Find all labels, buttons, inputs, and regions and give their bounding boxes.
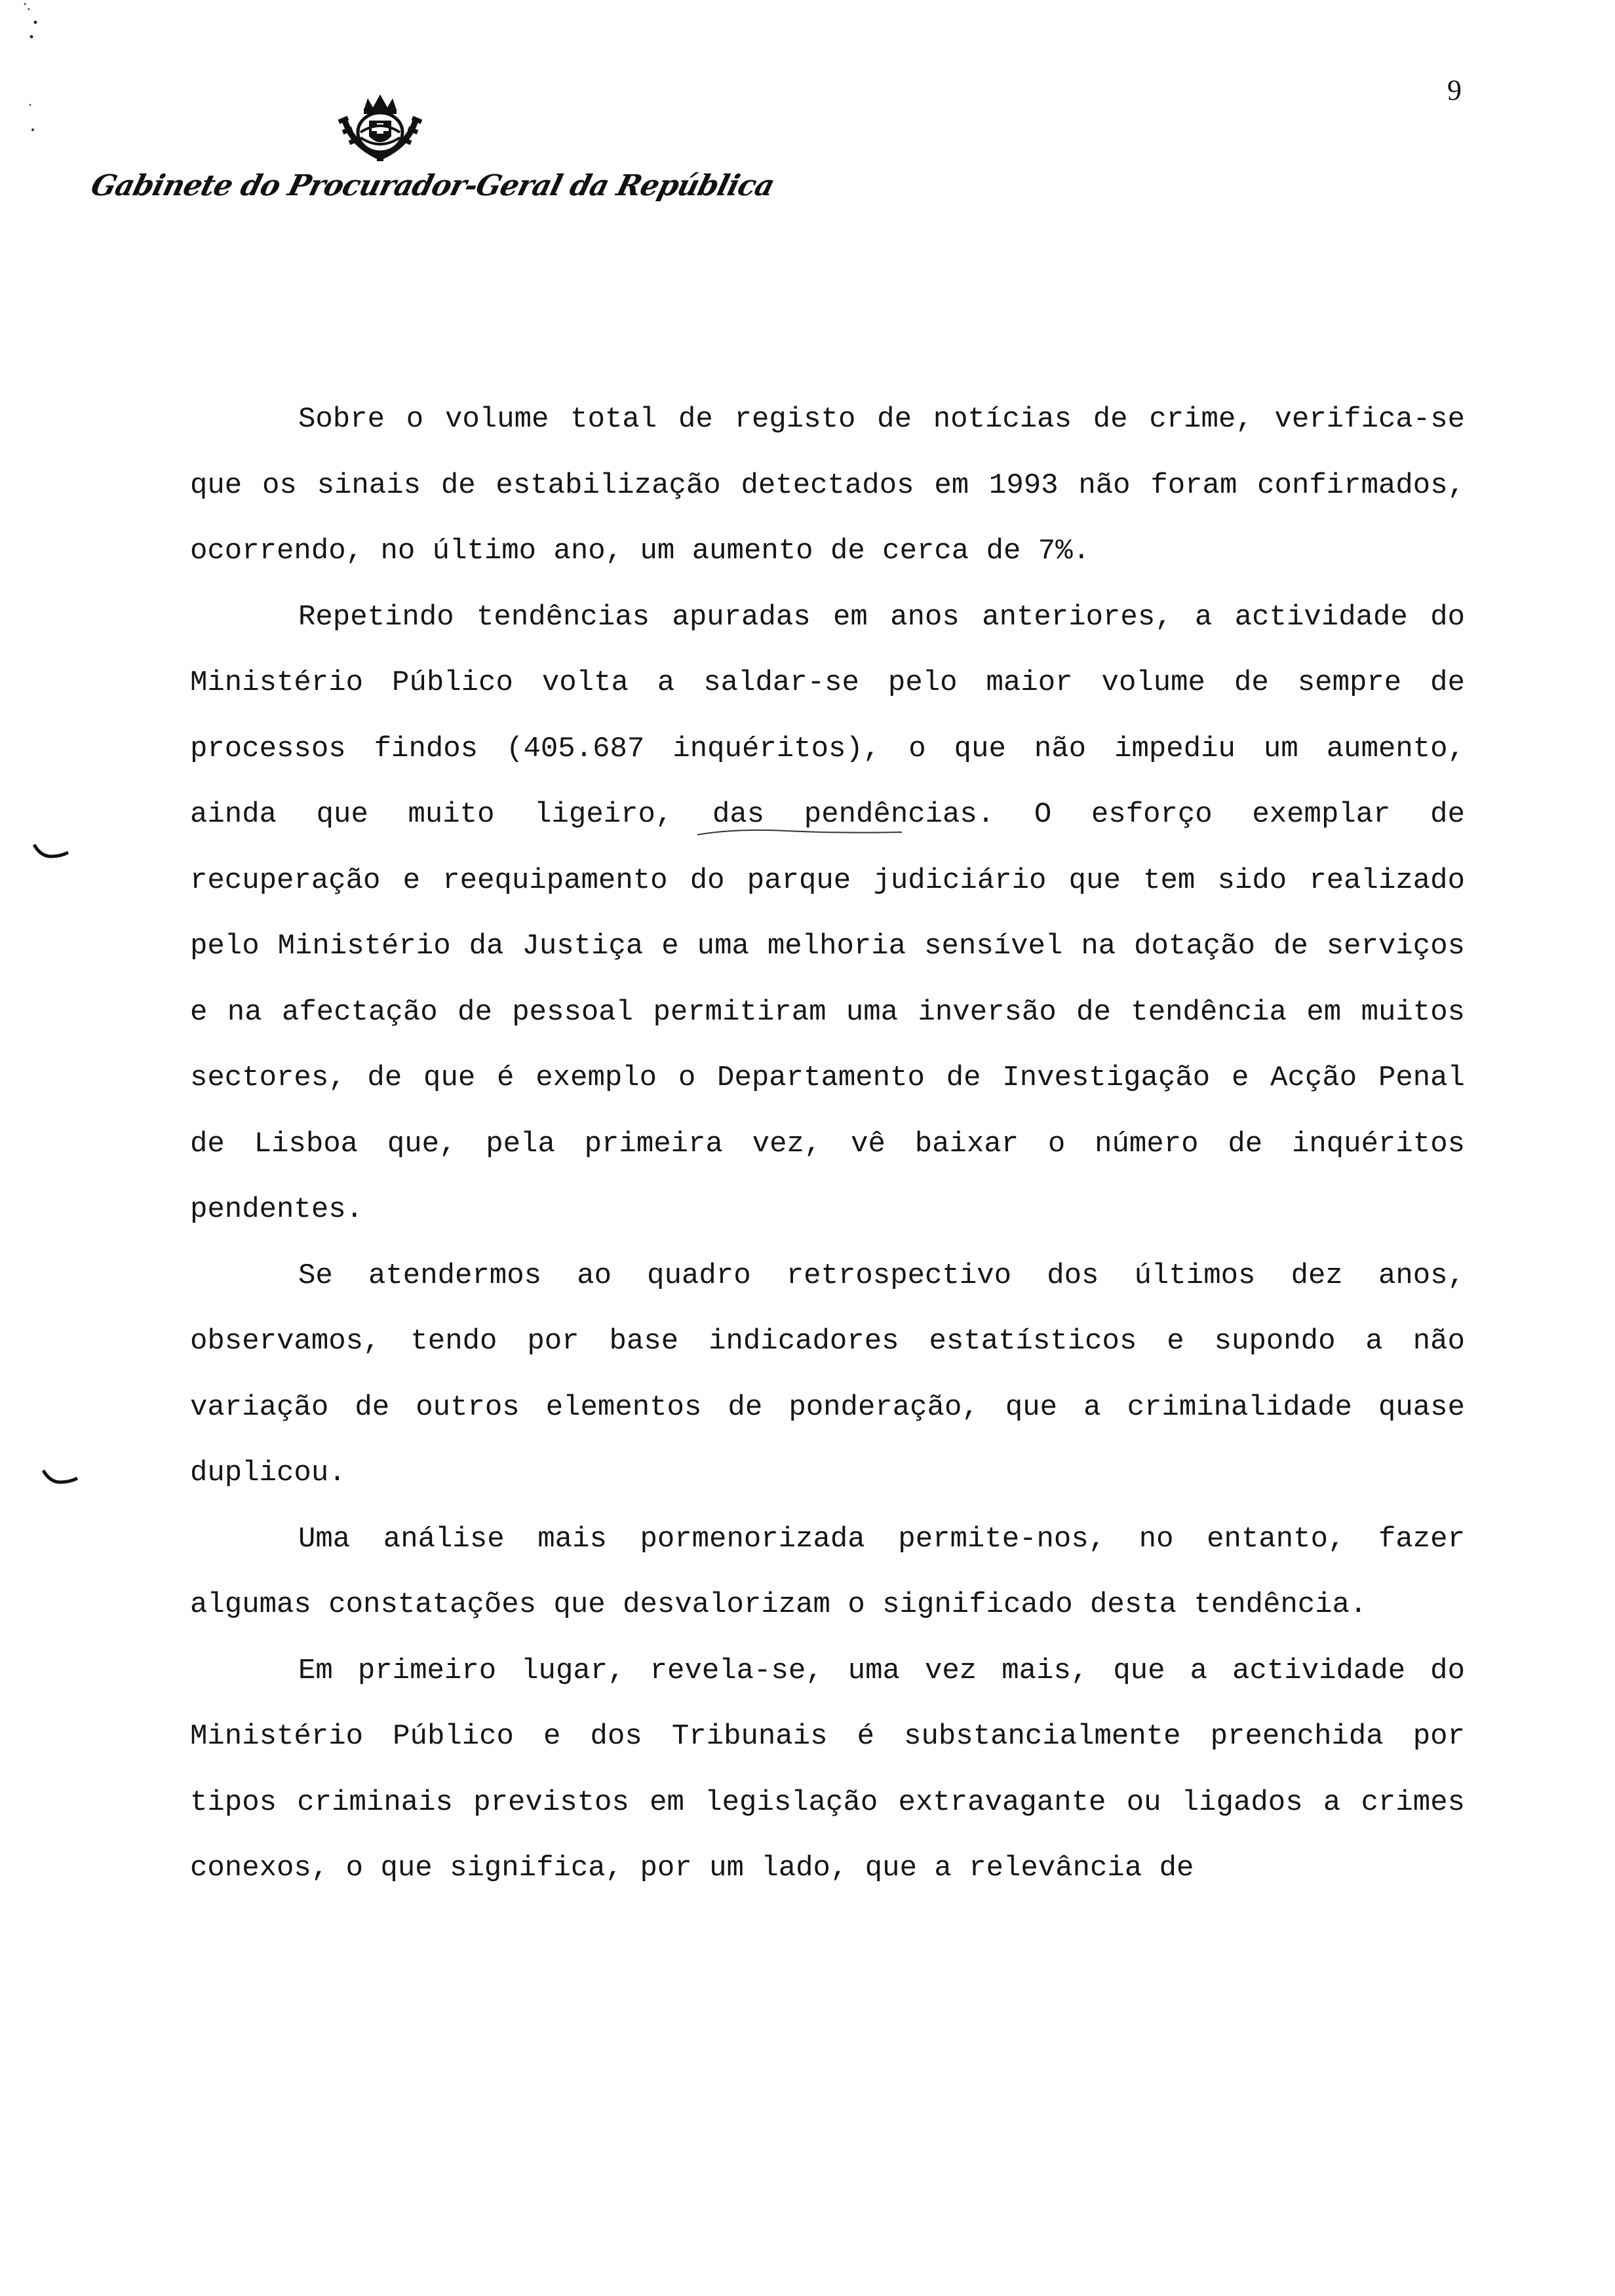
- letterhead: [87, 92, 778, 229]
- coat-of-arms-icon: [331, 92, 429, 164]
- margin-bracket-mark: [41, 1468, 80, 1487]
- page-number: 9: [1447, 74, 1462, 106]
- paragraph: Se atendermos ao quadro retrospectivo dos últimos dez anos, observamos, tendo por base indicadores estatísticos e supondo a não variação de outros elementos de ponderação, que a criminalidade quase duplicou.: [190, 1259, 1465, 1489]
- paragraph: Sobre o volume total de registo de notícias de crime, verifica-se que os sinais de estabilização detectados em 1993 não foram confirmados, ocorrendo, no último ano, um aumento de cerca de 7%.: [190, 403, 1465, 567]
- paragraph: Em primeiro lugar, revela-se, uma vez mais, que a actividade do Ministério Público e dos Tribunais é substancialmente preenchida por tipos criminais previstos em legislação extravagante ou ligados a crimes conexos, o que significa, por um lado, que a relevância de: [190, 1654, 1465, 1885]
- office-name: Gabinete do Procurador-Geral da República: [87, 169, 778, 202]
- scan-specks: [20, 0, 59, 157]
- paragraph: Uma análise mais pormenorizada permite-nos, no entanto, fazer algumas constatações que desvalorizam o significado desta tendência.: [190, 1522, 1465, 1621]
- body-text: [190, 387, 1465, 1902]
- paragraph: Repetindo tendências apuradas em anos anteriores, a actividade do Ministério Público volta a saldar-se pelo maior volume de sempre de processos findos (405.687 inquéritos), o que não impediu um aumento, ainda que muito ligeiro, das pendências. O esforço exemplar de recuperação e reequipamento do parque judiciário que tem sido realizado pelo Ministério da Justiça e uma melhoria sensível na dotação de serviços e na afectação de pessoal permitiram uma inversão de tendência em muitos sectores, de que é exemplo o Departamento de Investigação e Acção Penal de Lisboa que, pela primeira vez, vê baixar o número de inquéritos pendentes.: [190, 600, 1465, 1226]
- margin-bracket-mark: [31, 842, 71, 862]
